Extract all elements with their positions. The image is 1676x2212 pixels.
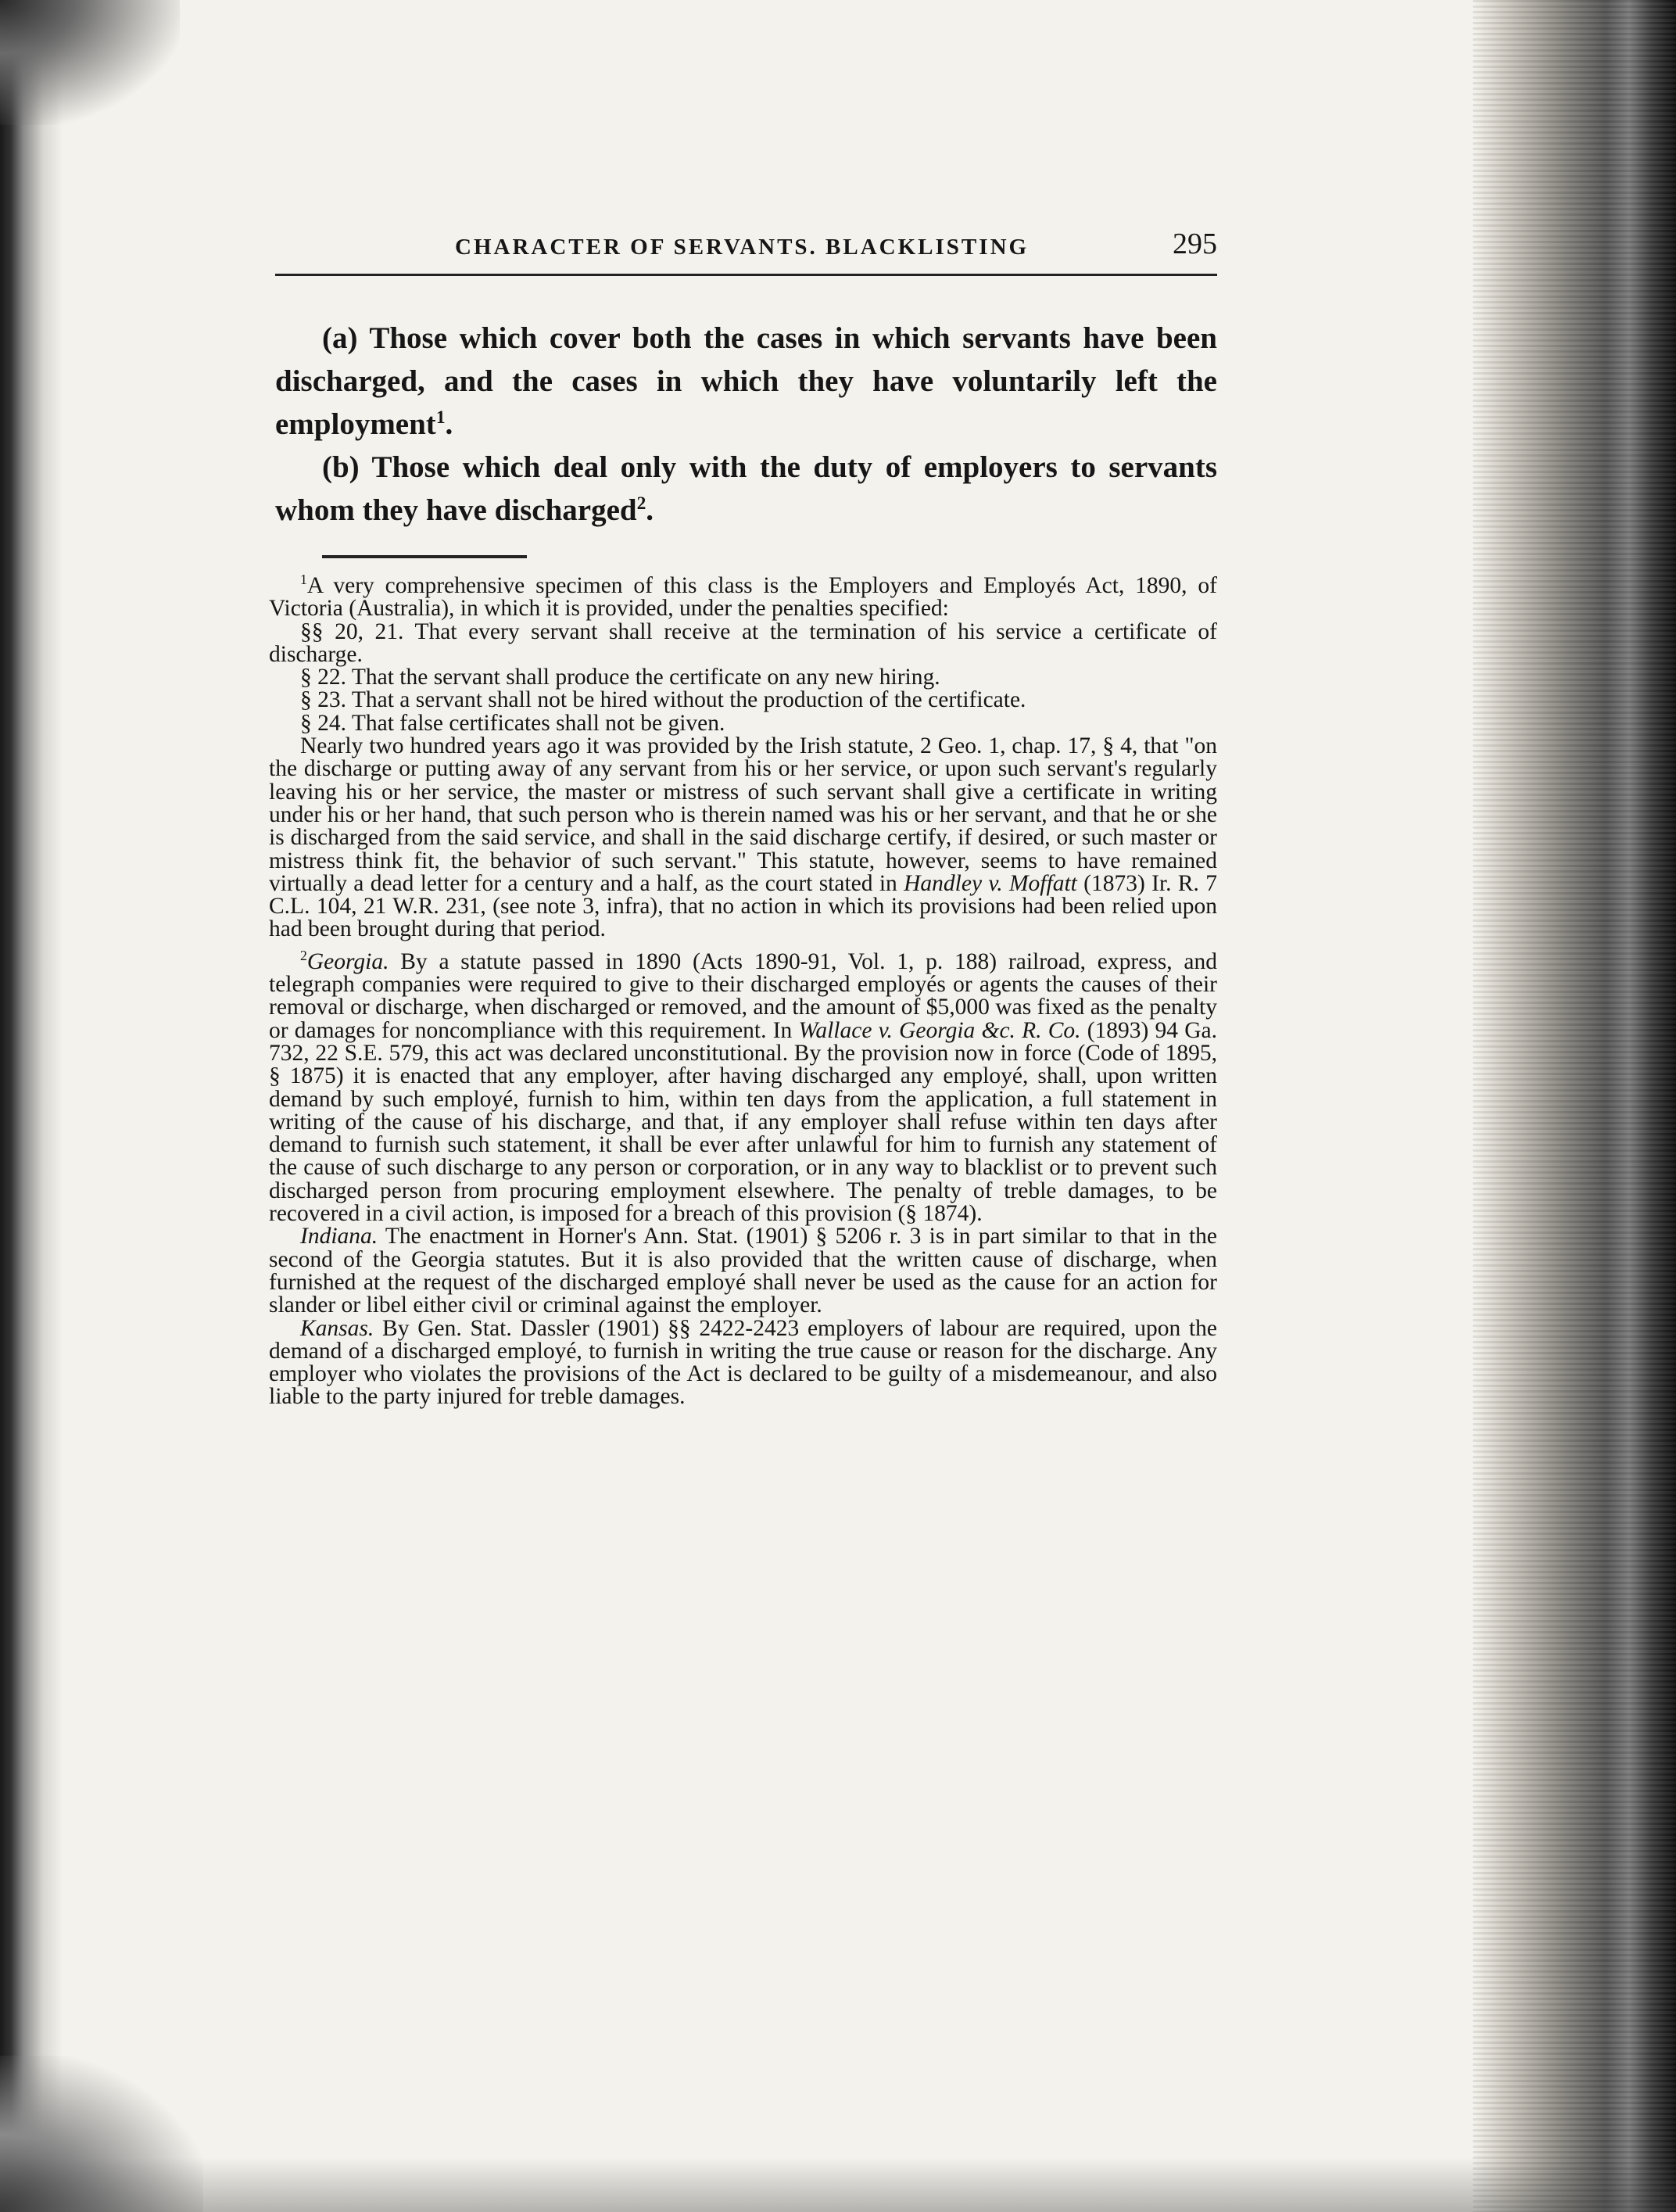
footnote-1-section-22: § 22. That the servant shall produce the certificate on any new hiring. — [300, 665, 940, 690]
footnote-1-intro-text: A very comprehensive specimen of this class is the Employers and Employés Act, 1890, of Victoria (Australia), in which it is provided, under the penalties specified: — [269, 573, 1217, 622]
footnote-2-georgia — [269, 947, 1218, 1227]
scan-edge-bottom — [0, 2157, 1676, 2212]
footnote-ref-2: 2 — [636, 493, 646, 514]
georgia-text-a: By a statute passed in 1890 (Acts 1890-91, Vol. 1, p. 188) railroad, express, and telegraph companies were required to give to their discharged employés or agents the causes of their removal or discharge, when discharged or removed, and the amount of $5,000 was fixed as the penalty or damages for noncompliance with this requirement. In — [269, 948, 1217, 1043]
georgia-text-b: (1893) 94 Ga. 732, 22 S.E. 579, this act was declared unconstitutional. By the provision now in force (Code of 1895, § 1875) it is enacted that any employer, after having discharged any employé, shall, upon written demand by such employé, furnish to him, within ten days from the application, a full statement in writing of the cause of his discharge, and that, if any employer shall refuse within ten days after demand to furnish such statement, it shall be ever after unlawful for him to furnish any statement of the cause of such discharge to any person or corporation, or in any way to blacklist or to prevent such discharged person from procuring employment elsewhere. The penalty of treble damages, to be recovered in a civil action, is imposed for a breach of this provision (§ 1874). — [269, 1017, 1218, 1227]
case-name-wallace: Wallace v. Georgia &c. R. Co. — [798, 1017, 1081, 1043]
footnote-1-irish-statute — [269, 735, 1217, 941]
paragraph-a: (a) Those which cover both the cases in which servants have been discharged, and the cases in which they have voluntarily left the employment$^1$. — [275, 321, 1217, 441]
scan-edge-left — [0, 0, 63, 2212]
footnote-1-intro — [269, 572, 1217, 622]
indiana-label: Indiana. — [300, 1224, 378, 1249]
book-page — [269, 227, 1218, 1410]
kansas-label: Kansas. — [300, 1315, 374, 1341]
irish-statute-text-b: (1873) Ir. R. 7 C.L. 104, 21 W.R. 231, (see note 3, infra), that no action in which its provisions had been relied upon had been brought during that period. — [269, 870, 1217, 942]
running-title: CHARACTER OF SERVANTS. BLACKLISTING — [455, 235, 1030, 260]
case-name-handley: Handley v. Moffatt — [904, 870, 1077, 896]
georgia-label: Georgia. — [306, 948, 389, 974]
footnotes — [269, 572, 1218, 1410]
page-number: 295 — [1173, 228, 1217, 260]
footnote-ref-1: 1 — [435, 407, 446, 428]
paragraph-b-text: (b) Those which deal only with the duty of employers to servants whom they have discharged — [275, 450, 1217, 527]
paragraph-a-text: (a) Those which cover both the cases in which servants have been discharged, and the cases in which they have voluntarily left the employment — [275, 321, 1217, 441]
footnote-1-section-24: § 24. That false certificates shall not be given. — [300, 710, 725, 736]
footnote-2-indiana — [269, 1225, 1217, 1317]
scan-edge-right — [1473, 0, 1676, 2212]
footnote-2-marker: 2 — [300, 947, 307, 963]
footnote-1-section-23: § 23. That a servant shall not be hired without the production of the certificate. — [300, 687, 1026, 713]
indiana-text: The enactment in Horner's Ann. Stat. (1901) § 5206 r. 3 is in part similar to that in the second of the Georgia statutes. But it is also provided that the written cause of discharge, when furnished at the request of the discharged employé shall never be used as the cause for an action for slander or libel either civil or criminal against the employer. — [269, 1224, 1218, 1318]
main-text — [275, 317, 1217, 532]
page-header — [275, 227, 1217, 274]
footnote-1-section-20: §§ 20, 21. That every servant shall receive at the termination of his service a certificate of discharge. — [269, 618, 1217, 667]
irish-statute-text-a: Nearly two hundred years ago it was provided by the Irish statute, 2 Geo. 1, chap. 17, § 4, that "on the discharge or putting away of any servant from his or her service, or upon such servant's regularly leaving his or her service, the master or mistress of such servant shall give a certificate in writing under his or her hand, that such person who is therein named was his or her servant, and that he or she is discharged from the said service, and shall in the said discharge certify, if desired, or such master or mistress think fit, the behavior of such servant." This statute, however, seems to have remained virtually a dead letter for a century and a half, as the court stated in — [269, 733, 1217, 896]
header-rule — [275, 274, 1217, 276]
kansas-text: By Gen. Stat. Dassler (1901) §§ 2422-2423 employers of labour are required, upon the demand of a discharged employé, to furnish in writing the true cause or reason for the discharge. Any employer who violates the provisions of the Act is declared to be guilty of a misdemeanour, and also liable to the party injured for treble damages. — [269, 1315, 1218, 1410]
footnote-rule — [322, 555, 527, 558]
footnote-2-kansas — [269, 1315, 1218, 1410]
scan-shadow-top-left — [0, 0, 180, 125]
footnote-1-marker: 1 — [300, 572, 307, 588]
paragraph-b: (b) Those which deal only with the duty of employers to servants whom they have discharged$^2$. — [275, 450, 1217, 527]
